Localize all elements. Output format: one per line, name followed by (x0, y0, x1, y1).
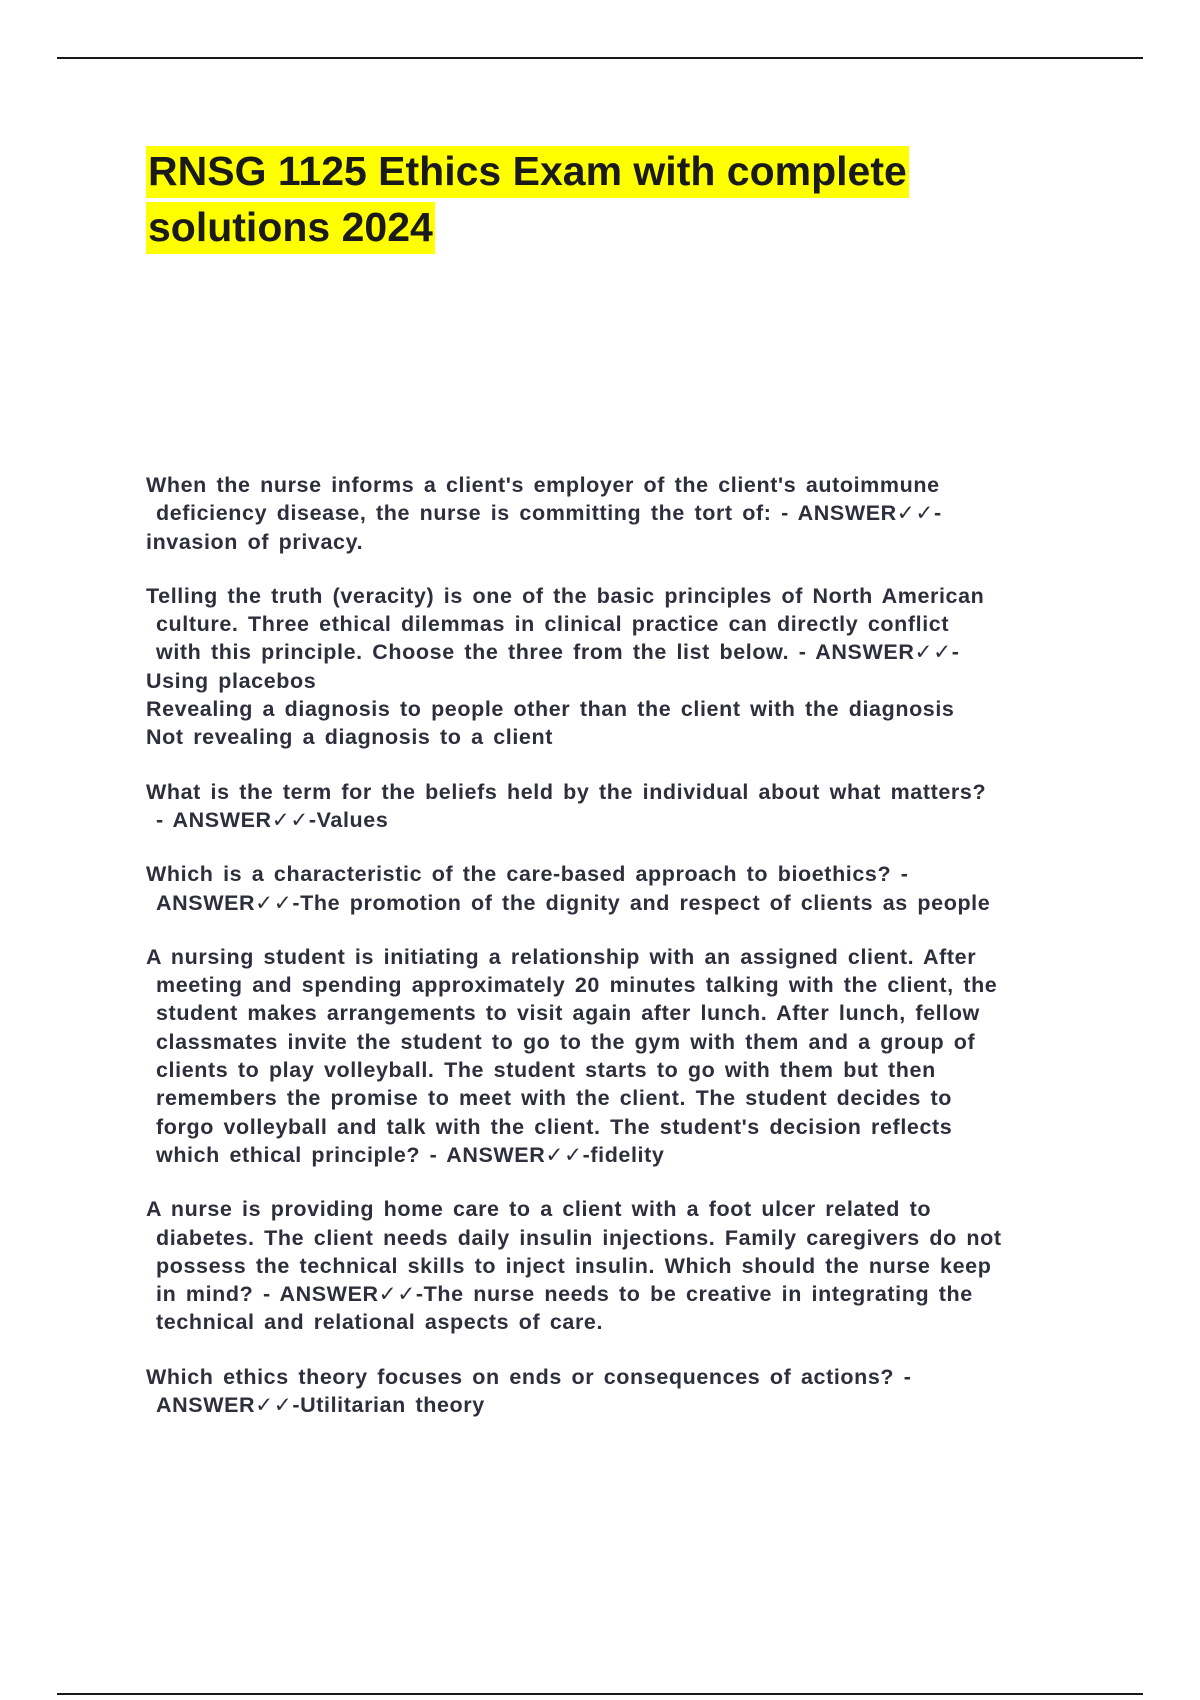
qa-item-6 (146, 1195, 1092, 1336)
qa-line: Telling the truth (veracity) is one of the basic principles of North American (146, 583, 985, 608)
top-rule (57, 57, 1143, 59)
qa-line: Which is a characteristic of the care-based approach to bioethics? - (146, 862, 909, 887)
qa-line: classmates invite the student to go to the gym with them and a group of (156, 1029, 976, 1054)
qa-line: possess the technical skills to inject insulin. Which should the nurse keep (156, 1253, 992, 1278)
title-line-2: solutions 2024 (146, 202, 435, 254)
qa-line: which ethical principle? - ANSWER✓✓-fidelity (156, 1142, 665, 1167)
bottom-rule (57, 1693, 1143, 1695)
qa-line: Using placebos (146, 668, 317, 693)
qa-line: student makes arrangements to visit again after lunch. After lunch, fellow (156, 1001, 980, 1026)
qa-line: in mind? - ANSWER✓✓-The nurse needs to be creative in integrating the (156, 1282, 973, 1307)
qa-line: with this principle. Choose the three from the list below. - ANSWER✓✓- (156, 640, 960, 665)
qa-item-2 (146, 582, 1092, 752)
qa-line: forgo volleyball and talk with the client. The student's decision reflects (156, 1114, 953, 1139)
qa-line: A nursing student is initiating a relationship with an assigned client. After (146, 944, 977, 969)
qa-line: When the nurse informs a client's employer of the client's autoimmune (146, 473, 940, 497)
qa-item-5 (146, 943, 1092, 1169)
qa-line: Which ethics theory focuses on ends or consequences of actions? - (146, 1364, 912, 1389)
qa-line: What is the term for the beliefs held by the individual about what matters? (146, 779, 987, 804)
question-answer-list (146, 471, 1092, 1445)
qa-item-1 (146, 471, 1092, 556)
qa-line: - ANSWER✓✓-Values (156, 807, 389, 832)
qa-line: culture. Three ethical dilemmas in clinical practice can directly conflict (156, 612, 950, 637)
qa-item-4 (146, 860, 1092, 917)
qa-line: diabetes. The client needs daily insulin injections. Family caregivers do not (156, 1225, 1002, 1250)
qa-line: Not revealing a diagnosis to a client (146, 725, 553, 750)
qa-item-3 (146, 778, 1092, 835)
title-line-1: RNSG 1125 Ethics Exam with complete (146, 146, 909, 198)
qa-line: technical and relational aspects of care. (156, 1310, 604, 1335)
qa-line: Revealing a diagnosis to people other than the client with the diagnosis (146, 697, 955, 722)
qa-line: deficiency disease, the nurse is committing the tort of: - ANSWER✓✓- (156, 501, 942, 526)
qa-item-7 (146, 1363, 1092, 1420)
qa-line: meeting and spending approximately 20 minutes talking with the client, the (156, 973, 998, 998)
qa-line: invasion of privacy. (146, 529, 364, 554)
document-title (146, 143, 1076, 255)
qa-line: A nurse is providing home care to a client with a foot ulcer related to (146, 1197, 932, 1222)
qa-line: remembers the promise to meet with the client. The student decides to (156, 1086, 952, 1111)
qa-line: ANSWER✓✓-The promotion of the dignity and respect of clients as people (156, 890, 991, 915)
qa-line: clients to play volleyball. The student starts to go with them but then (156, 1058, 936, 1083)
qa-line: ANSWER✓✓-Utilitarian theory (156, 1393, 485, 1418)
